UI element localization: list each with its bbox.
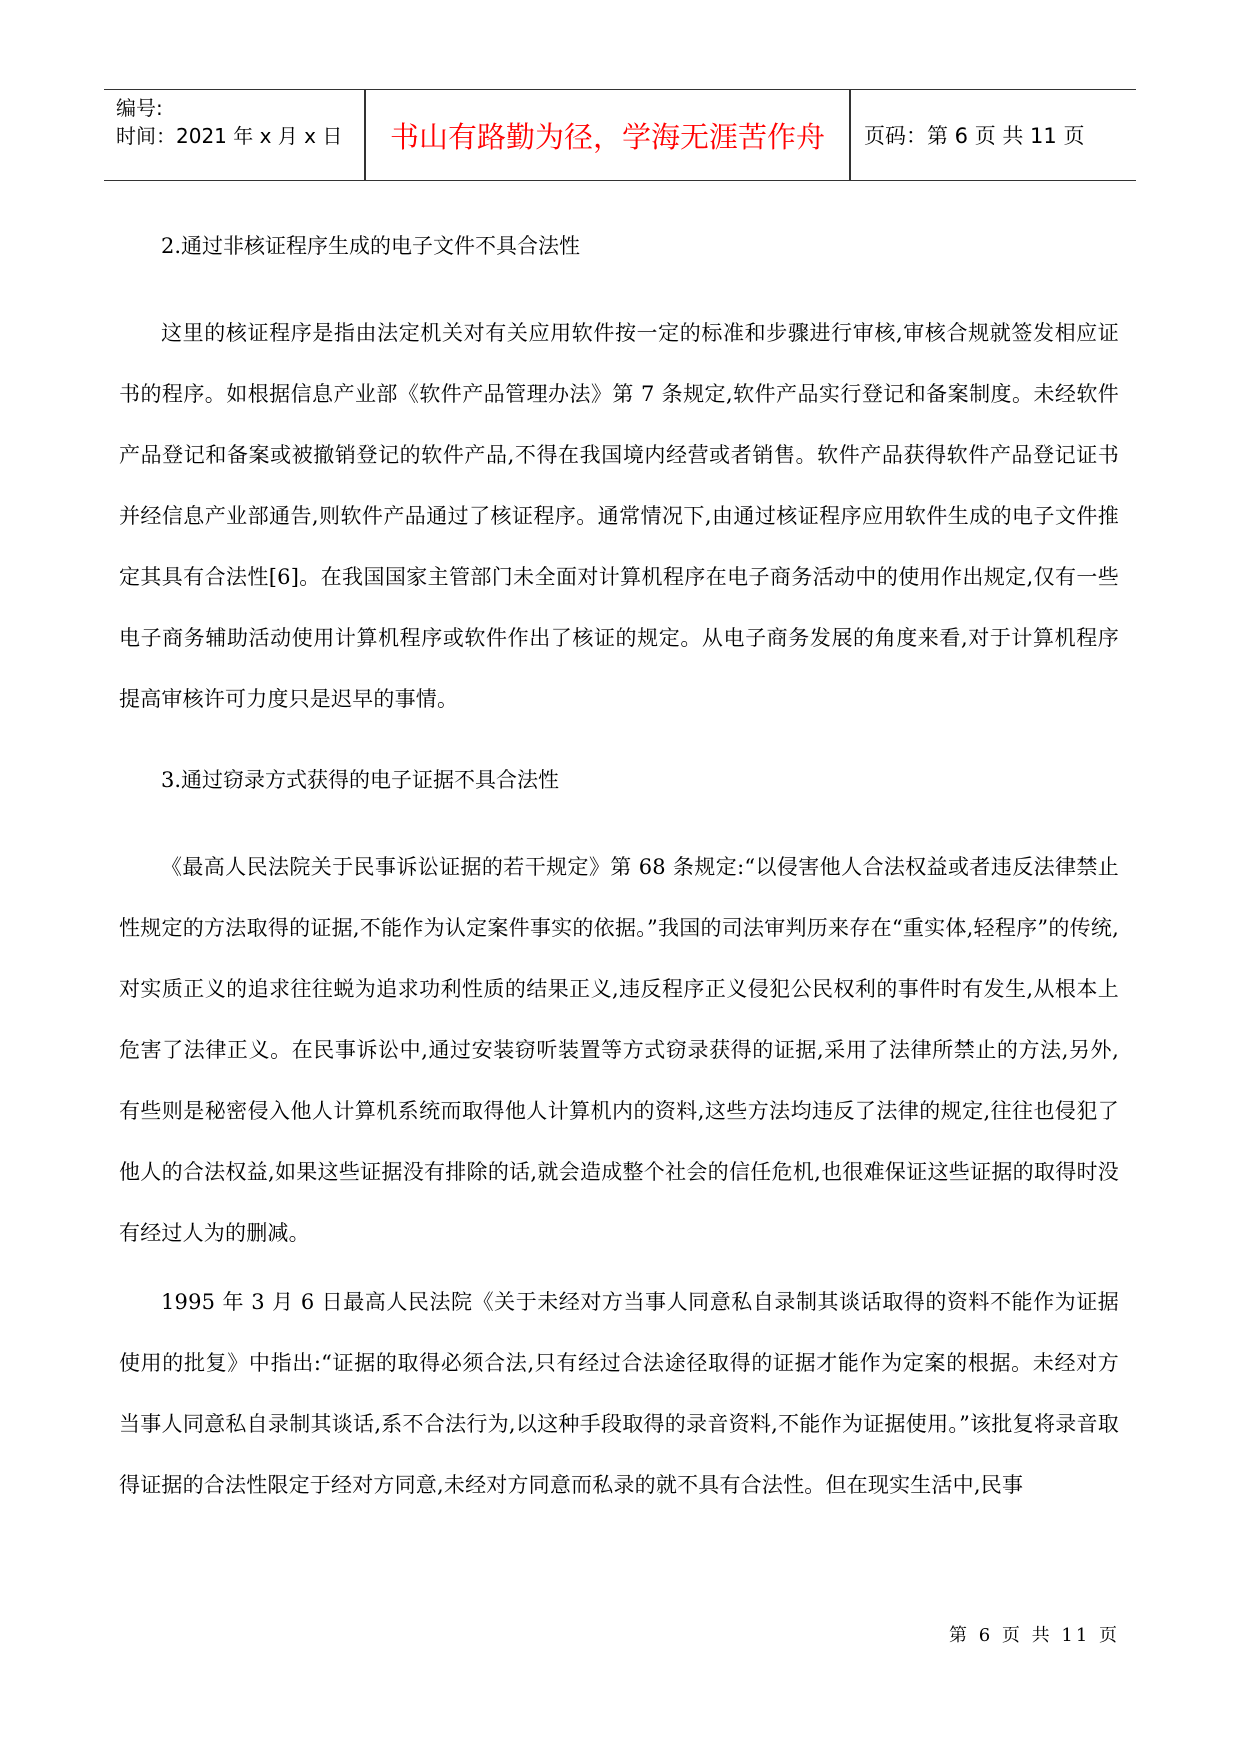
- document-number-label: 编号:: [116, 96, 163, 120]
- page-footer: 第 6 页 共 11 页: [949, 1625, 1120, 1646]
- header-page-number: 页码：第 6 页 共 11 页: [864, 124, 1085, 148]
- header-meta: [116, 94, 342, 150]
- paragraph-1995-reply: 1995 年 3 月 6 日最高人民法院《关于未经对方当事人同意私自录制其谈话取得的资料不能作为证据使用的批复》中指出:“证据的取得必须合法,只有经过合法途径取得的证据才能作为定案的根据。未经对方当事人同意私自录制其谈话,系不合法行为,以这种手段取得的录音资料,不能作为证据使用。”该批复将录音取得证据的合法性限定于经对方同意,未经对方同意而私录的就不具有合法性。但在现实生活中,民事: [119, 1290, 1119, 1497]
- document-time-label: 时间：2021 年 x 月 x 日: [116, 124, 343, 148]
- header-motto: 书山有路勤为径，学海无涯苦作舟: [389, 119, 825, 154]
- section-heading-2: 2.通过非核证程序生成的电子文件不具合法性: [161, 234, 581, 258]
- paragraph-verification: 这里的核证程序是指由法定机关对有关应用软件按一定的标准和步骤进行审核,审核合规就签发相应证书的程序。如根据信息产业部《软件产品管理办法》第 7 条规定,软件产品实行登记和备案制度。未经软件产品登记和备案或被撤销登记的软件产品,不得在我国境内经营或者销售。软件产品获得软件产品登记证书并经信息产业部通告,则软件产品通过了核证程序。通常情况下,由通过核证程序应用软件生成的电子文件推定其具有合法性[6]。在我国国家主管部门未全面对计算机程序在电子商务活动中的使用作出规定,仅有一些电子商务辅助活动使用计算机程序或软件作出了核证的规定。从电子商务发展的角度来看,对于计算机程序提高审核许可力度只是迟早的事情。: [119, 321, 1119, 711]
- header-divider-right: [849, 90, 851, 180]
- section-heading-3: 3.通过窃录方式获得的电子证据不具合法性: [161, 768, 560, 792]
- paragraph-covert-recording: 《最高人民法院关于民事诉讼证据的若干规定》第 68 条规定:“以侵害他人合法权益或者违反法律禁止性规定的方法取得的证据,不能作为认定案件事实的依据。”我国的司法审判历来存在“重实体,轻程序”的传统,对实质正义的追求往往蜕为追求功利性质的结果正义,违反程序正义侵犯公民权利的事件时有发生,从根本上危害了法律正义。在民事诉讼中,通过安装窃听装置等方式窃录获得的证据,采用了法律所禁止的方法,另外,有些则是秘密侵入他人计算机系统而取得他人计算机内的资料,这些方法均违反了法律的规定,往往也侵犯了他人的合法权益,如果这些证据没有排除的话,就会造成整个社会的信任危机,也很难保证这些证据的取得时没有经过人为的删减。: [119, 855, 1119, 1245]
- document-body: [119, 230, 1119, 1516]
- page-header: [104, 89, 1136, 181]
